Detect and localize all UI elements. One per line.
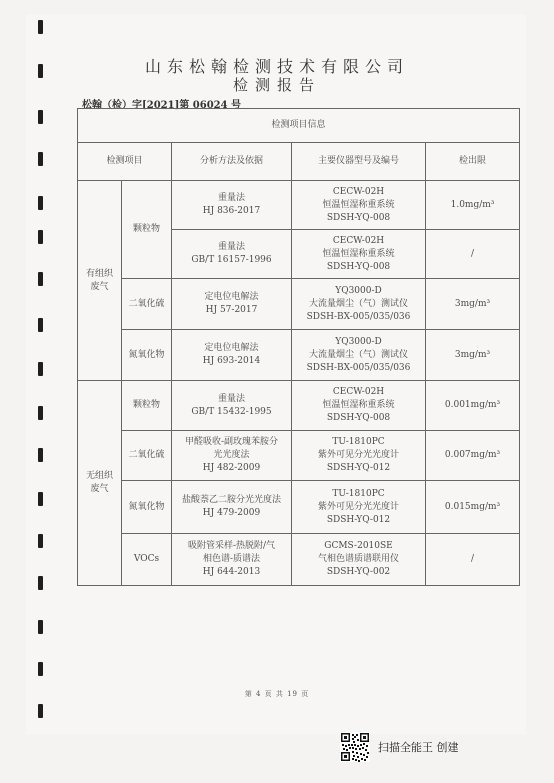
table-row [78, 330, 520, 381]
cell-line: HJ 482-2009 [202, 463, 261, 473]
table-section-title: 检测项目信息 [78, 109, 520, 143]
item-name: 氮氧化物 [122, 481, 172, 534]
binding-hole [38, 576, 43, 590]
limit-cell: 0.001mg/m³ [426, 381, 520, 431]
item-name: 颗粒物 [122, 181, 172, 279]
binding-hole [38, 318, 43, 332]
table-row [78, 431, 520, 481]
company-name: 山东松翰检测技术有限公司 [144, 57, 409, 76]
table-row [78, 279, 520, 330]
cell-line: 重量法 [217, 193, 245, 203]
cell-line: HJ 57-2017 [205, 305, 258, 315]
report-number: 松翰（检）字[2021]第 06024 号 [82, 100, 242, 111]
group-name [78, 381, 122, 586]
instrument-cell [292, 181, 426, 230]
instrument-cell [292, 381, 426, 431]
binding-hole [38, 662, 43, 676]
binding-hole [38, 230, 43, 244]
item-name: 颗粒物 [122, 381, 172, 431]
method-cell [172, 230, 292, 279]
cell-line: HJ 644-2013 [202, 567, 261, 577]
header-limit: 检出限 [426, 143, 520, 181]
binding-hole [38, 448, 43, 462]
instrument-cell [292, 431, 426, 481]
cell-line: CECW-02H [332, 186, 385, 197]
table-row [78, 534, 520, 586]
binding-hole [38, 492, 43, 506]
qr-code-icon [340, 732, 370, 762]
cell-line: 废气 [90, 281, 109, 292]
limit-cell: 0.015mg/m³ [426, 481, 520, 534]
cell-line: 有组织 [85, 268, 113, 279]
limit-cell: 1.0mg/m³ [426, 181, 520, 230]
table-row [78, 381, 520, 431]
cell-line: 废气 [90, 484, 109, 494]
group-name [78, 181, 122, 381]
binding-hole [38, 196, 43, 210]
cell-line: 定电位电解法 [204, 292, 259, 302]
inspection-items-table [77, 108, 520, 586]
instrument-cell [292, 481, 426, 534]
limit-cell: 3mg/m³ [426, 330, 520, 381]
page-number: 第 4 页 共 19 页 [244, 690, 310, 698]
cell-line: SDSH-BX-005/035/036 [306, 362, 411, 373]
cell-line: 无组织 [85, 471, 113, 481]
cell-line: 相色谱-质谱法 [202, 554, 261, 564]
binding-strip [38, 20, 44, 720]
cell-line: HJ 693-2014 [202, 356, 261, 366]
cell-line: GB/T 15432-1995 [191, 406, 272, 417]
binding-hole [38, 272, 43, 286]
method-cell [172, 181, 292, 230]
header-item: 检测项目 [78, 143, 172, 181]
cell-line: YQ3000-D [335, 336, 382, 347]
cell-line: GB/T 16157-1996 [191, 255, 272, 265]
cell-line: TU-1810PC [332, 488, 385, 499]
binding-hole [38, 362, 43, 376]
binding-hole [38, 110, 43, 124]
report-title: 检测报告 [232, 76, 321, 94]
cell-line: 恒温恒湿称重系统 [322, 199, 395, 210]
cell-line: SDSH-YQ-002 [326, 567, 391, 577]
cell-line: SDSH-YQ-012 [326, 463, 391, 473]
method-cell [172, 481, 292, 534]
cell-line: HJ 836-2017 [202, 206, 261, 216]
table-row [78, 481, 520, 534]
instrument-cell [292, 534, 426, 586]
cell-line: 盐酸萘乙二胺分光光度法 [181, 495, 281, 505]
cell-line: 紫外可见分光光度计 [317, 501, 399, 512]
cell-line: SDSH-YQ-008 [326, 212, 391, 223]
binding-hole [38, 704, 43, 718]
limit-cell: 0.007mg/m³ [426, 431, 520, 481]
scanner-watermark: 扫描全能王 创建 [378, 741, 459, 754]
instrument-cell [292, 330, 426, 381]
item-name: 二氧化硫 [122, 279, 172, 330]
cell-line: 吸附管采样-热脱附/气 [187, 541, 276, 551]
binding-hole [38, 534, 43, 548]
cell-line: 恒温恒湿称重系统 [322, 400, 395, 410]
item-name: VOCs [122, 534, 172, 586]
cell-line: SDSH-YQ-008 [326, 261, 391, 272]
cell-line: 定电位电解法 [204, 343, 259, 353]
limit-cell: / [426, 534, 520, 586]
table-row [78, 181, 520, 230]
cell-line: TU-1810PC [332, 437, 385, 447]
cell-line: 甲醛吸收-副玫瑰苯胺分 [184, 437, 279, 447]
binding-hole [38, 620, 43, 634]
item-name: 二氧化硫 [122, 431, 172, 481]
method-cell [172, 431, 292, 481]
cell-line: 大流量烟尘（气）测试仪 [308, 298, 408, 309]
method-cell [172, 279, 292, 330]
header-instrument: 主要仪器型号及编号 [292, 143, 426, 181]
instrument-cell [292, 279, 426, 330]
cell-line: CECW-02H [332, 387, 385, 397]
binding-hole [38, 152, 43, 166]
cell-line: SDSH-YQ-012 [326, 514, 391, 525]
cell-line: GCMS-2010SE [324, 541, 393, 551]
method-cell [172, 534, 292, 586]
cell-line: 紫外可见分光光度计 [317, 450, 399, 460]
cell-line: SDSH-YQ-008 [326, 413, 391, 423]
cell-line: YQ3000-D [335, 285, 382, 296]
cell-line: 气相色谱质谱联用仪 [317, 554, 399, 564]
limit-cell: / [426, 230, 520, 279]
header-method: 分析方法及依据 [172, 143, 292, 181]
cell-line: HJ 479-2009 [202, 508, 261, 518]
cell-line: 大流量烟尘（气）测试仪 [308, 349, 408, 360]
item-name: 氮氧化物 [122, 330, 172, 381]
cell-line: CECW-02H [332, 235, 385, 246]
cell-line: 恒温恒湿称重系统 [322, 248, 395, 259]
cell-line: 光光度法 [213, 450, 250, 460]
method-cell [172, 330, 292, 381]
method-cell [172, 381, 292, 431]
binding-hole [38, 406, 43, 420]
cell-line: 重量法 [217, 393, 245, 404]
cell-line: 重量法 [217, 242, 245, 252]
limit-cell: 3mg/m³ [426, 279, 520, 330]
instrument-cell [292, 230, 426, 279]
cell-line: SDSH-BX-005/035/036 [306, 311, 411, 322]
binding-hole [38, 20, 43, 34]
